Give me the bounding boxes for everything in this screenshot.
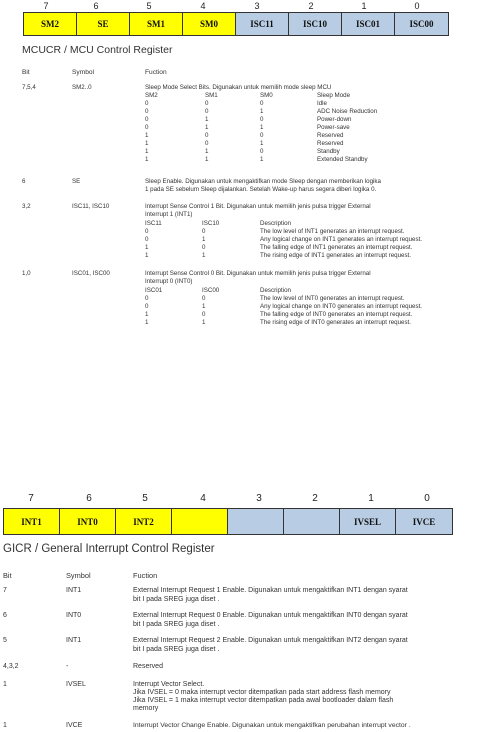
row-function: bit I pada SREG juga diset . (133, 646, 220, 653)
table-cell: The rising edge of INT0 generates an interrupt request. (260, 319, 411, 326)
row-symbol: SM2..0 (72, 84, 92, 91)
column-header-function: Fuction (133, 571, 158, 580)
table-cell: 0 (202, 244, 206, 251)
table-cell: 1 (260, 140, 264, 147)
table-cell: 0 (145, 124, 149, 131)
row-symbol: INT1 (66, 587, 82, 594)
row-function: External Interrupt Request 2 Enable. Digunakan untuk mengaktifkan INT2 dengan syarat (133, 637, 408, 644)
mcucr-bit-number: 7 (43, 1, 49, 11)
table-col-header: Sleep Mode (317, 92, 351, 99)
table-cell: The low level of INT1 generates an interrupt request. (260, 228, 405, 235)
table-cell: 1 (205, 124, 209, 131)
table-col-header: ISC00 (202, 287, 220, 294)
table-cell: Reserved (317, 132, 344, 139)
table-cell: 0 (260, 132, 264, 139)
row-bit: 7 (3, 587, 7, 594)
column-header-function: Fuction (145, 69, 167, 76)
table-cell: 0 (202, 295, 206, 302)
row-function: 1 pada SE sebelum Sleep dijalankan. Setelah Wake-up harus segera diberi logika 0. (145, 186, 377, 193)
mcucr-bit-cell (130, 13, 183, 35)
table-cell: Power-save (317, 124, 350, 131)
gicr-bit-number: 0 (424, 493, 430, 504)
row-symbol: ISC01, ISC00 (72, 270, 110, 277)
row-function: External Interrupt Request 1 Enable. Digunakan untuk mengaktifkan INT1 dengan syarat (133, 587, 408, 594)
table-cell: 1 (205, 156, 209, 163)
bit-label: SE (97, 19, 109, 29)
bit-label: SM2 (41, 19, 59, 29)
bit-label: INT2 (133, 516, 154, 527)
gicr-bit-cell (4, 509, 60, 534)
gicr-bit-cell (340, 509, 396, 534)
row-function: bit I pada SREG juga diset . (133, 621, 220, 628)
gicr-bit-number: 5 (142, 493, 148, 504)
row-function: Interrupt 0 (INT0) (145, 278, 193, 285)
table-col-header: SM0 (260, 92, 273, 99)
mcucr-bit-number: 6 (93, 1, 99, 11)
table-cell: 0 (202, 228, 206, 235)
table-cell: The falling edge of INT0 generates an interrupt request. (260, 311, 413, 318)
row-function: Reserved (133, 663, 163, 670)
row-bit: 3,2 (22, 203, 31, 210)
table-cell: The rising edge of INT1 generates an interrupt request. (260, 252, 411, 259)
table-cell: ADC Noise Reduction (317, 108, 378, 115)
row-symbol: INT1 (66, 637, 82, 644)
table-cell: 1 (145, 140, 149, 147)
bit-label: ISC00 (409, 19, 434, 29)
table-cell: 1 (260, 156, 264, 163)
gicr-register-diagram (3, 508, 453, 535)
row-bit: 4,3,2 (3, 663, 19, 670)
table-cell: 0 (205, 140, 209, 147)
table-cell: 0 (145, 228, 149, 235)
row-function: Interrupt Vector Change Enable. Digunakan untuk mengaktifkan perubahan interrupt vector . (133, 722, 411, 729)
table-cell: Power-down (317, 116, 352, 123)
table-cell: 1 (202, 236, 206, 243)
row-symbol: SE (72, 178, 81, 185)
row-function: Interrupt Sense Control 0 Bit. Digunakan untuk memilih jenis pulsa trigger External (145, 270, 371, 277)
row-bit: 1 (3, 681, 7, 688)
bit-label: ISC10 (302, 19, 327, 29)
table-cell: 0 (145, 108, 149, 115)
mcucr-bit-cell (289, 13, 342, 35)
row-symbol: IVCE (66, 722, 83, 729)
row-bit: 7,5,4 (22, 84, 36, 91)
table-col-header: Description (260, 220, 291, 227)
table-cell: 0 (145, 100, 149, 107)
table-cell: Extended Standby (317, 156, 368, 163)
bit-label: IVSEL (353, 516, 381, 527)
table-cell: 1 (145, 319, 149, 326)
table-cell: 1 (205, 148, 209, 155)
table-cell: 0 (145, 295, 149, 302)
gicr-bit-number: 7 (28, 493, 34, 504)
gicr-bit-number: 6 (86, 493, 92, 504)
table-cell: The falling edge of INT1 generates an interrupt request. (260, 244, 413, 251)
row-function: Sleep Mode Select Bits. Digunakan untuk memilih mode sleep MCU (145, 84, 332, 91)
table-cell: 1 (260, 124, 264, 131)
mcucr-bit-cell (236, 13, 289, 35)
table-cell: 1 (205, 116, 209, 123)
row-bit: 5 (3, 637, 7, 644)
column-header-symbol: Symbol (72, 69, 94, 76)
table-cell: 0 (145, 116, 149, 123)
table-cell: Any logical change on INT0 generates an interrupt request. (260, 303, 423, 310)
mcucr-bit-number: 0 (414, 1, 420, 11)
gicr-bit-number: 2 (312, 493, 318, 504)
mcucr-bit-cell (24, 13, 77, 35)
table-col-header: SM1 (205, 92, 218, 99)
gicr-bit-number: 3 (256, 493, 262, 504)
mcucr-bit-number: 1 (361, 1, 367, 11)
mcucr-title: MCUCR / MCU Control Register (22, 44, 173, 56)
table-cell: 0 (205, 100, 209, 107)
mcucr-bit-cell (395, 13, 448, 35)
bit-label: SM0 (200, 19, 218, 29)
row-symbol: ISC11, ISC10 (72, 203, 110, 210)
row-symbol: INT0 (66, 612, 82, 619)
gicr-title: GICR / General Interrupt Control Register (3, 543, 215, 555)
table-cell: 1 (145, 244, 149, 251)
table-cell: The low level of INT0 generates an interrupt request. (260, 295, 405, 302)
row-symbol: IVSEL (66, 681, 86, 688)
row-bit: 6 (3, 612, 7, 619)
table-cell: 1 (202, 303, 206, 310)
mcucr-bit-number: 2 (308, 1, 314, 11)
table-cell: Reserved (317, 140, 344, 147)
table-cell: Idle (317, 100, 327, 107)
gicr-bit-cell (228, 509, 284, 534)
table-cell: 1 (145, 156, 149, 163)
table-cell: 1 (145, 252, 149, 259)
table-cell: 0 (260, 148, 264, 155)
table-cell: 1 (202, 252, 206, 259)
gicr-bit-cell (284, 509, 340, 534)
row-bit: 6 (22, 178, 26, 185)
table-col-header: ISC01 (145, 287, 163, 294)
table-cell: 0 (145, 303, 149, 310)
row-function: Interrupt 1 (INT1) (145, 211, 193, 218)
row-function: Interrupt Vector Select. (133, 681, 205, 688)
gicr-bit-number: 1 (368, 493, 374, 504)
row-function: memory (133, 705, 159, 712)
column-header-symbol: Symbol (66, 571, 91, 580)
gicr-bit-number: 4 (200, 493, 206, 504)
table-cell: 0 (202, 311, 206, 318)
mcucr-bit-cell (77, 13, 130, 35)
mcucr-register-diagram (23, 12, 449, 36)
row-bit: 1,0 (22, 270, 31, 277)
mcucr-bit-number: 4 (200, 1, 206, 11)
table-cell: 1 (145, 148, 149, 155)
mcucr-bit-number: 5 (146, 1, 152, 11)
table-cell: 1 (202, 319, 206, 326)
table-cell: 0 (260, 100, 264, 107)
table-cell: 0 (145, 236, 149, 243)
table-cell: 0 (205, 132, 209, 139)
bit-label: ISC01 (355, 19, 380, 29)
table-cell: 1 (145, 311, 149, 318)
table-cell: Any logical change on INT1 generates an interrupt request. (260, 236, 423, 243)
gicr-bit-cell (116, 509, 172, 534)
row-function: External Interrupt Request 0 Enable. Digunakan untuk mengaktifkan INT0 dengan syarat (133, 612, 408, 619)
table-cell: 0 (260, 116, 264, 123)
table-cell: 1 (260, 108, 264, 115)
column-header-bit: Bit (22, 69, 30, 76)
row-symbol: - (66, 663, 69, 670)
table-col-header: SM2 (145, 92, 158, 99)
table-cell: 0 (205, 108, 209, 115)
bit-label: SM1 (147, 19, 165, 29)
row-function: Interrupt Sense Control 1 Bit. Digunakan untuk memilih jenis pulsa trigger External (145, 203, 371, 210)
row-function: bit I pada SREG juga diset . (133, 596, 220, 603)
gicr-bit-cell (60, 509, 116, 534)
row-function: Jika IVSEL = 0 maka interrupt vector ditempatkan pada start address flash memory (133, 689, 391, 696)
bit-label: IVCE (412, 516, 436, 527)
table-col-header: Description (260, 287, 291, 294)
row-bit: 1 (3, 722, 7, 729)
bit-label: ISC11 (250, 19, 274, 29)
table-col-header: ISC10 (202, 220, 220, 227)
bit-label: INT0 (77, 516, 98, 527)
table-col-header: ISC11 (145, 220, 162, 227)
table-cell: Standby (317, 148, 340, 155)
mcucr-bit-cell (342, 13, 395, 35)
mcucr-bit-number: 3 (254, 1, 260, 11)
table-cell: 1 (145, 132, 149, 139)
gicr-bit-cell (172, 509, 228, 534)
gicr-bit-cell (396, 509, 452, 534)
mcucr-bit-cell (183, 13, 236, 35)
bit-label: INT1 (21, 516, 42, 527)
column-header-bit: Bit (3, 571, 12, 580)
row-function: Sleep Enable. Digunakan untuk mengaktifkan mode Sleep dengan memberikan logika (145, 178, 381, 185)
row-function: Jika IVSEL = 1 maka interrupt vector ditempatkan pada awal bootloader dalam flash (133, 697, 394, 704)
